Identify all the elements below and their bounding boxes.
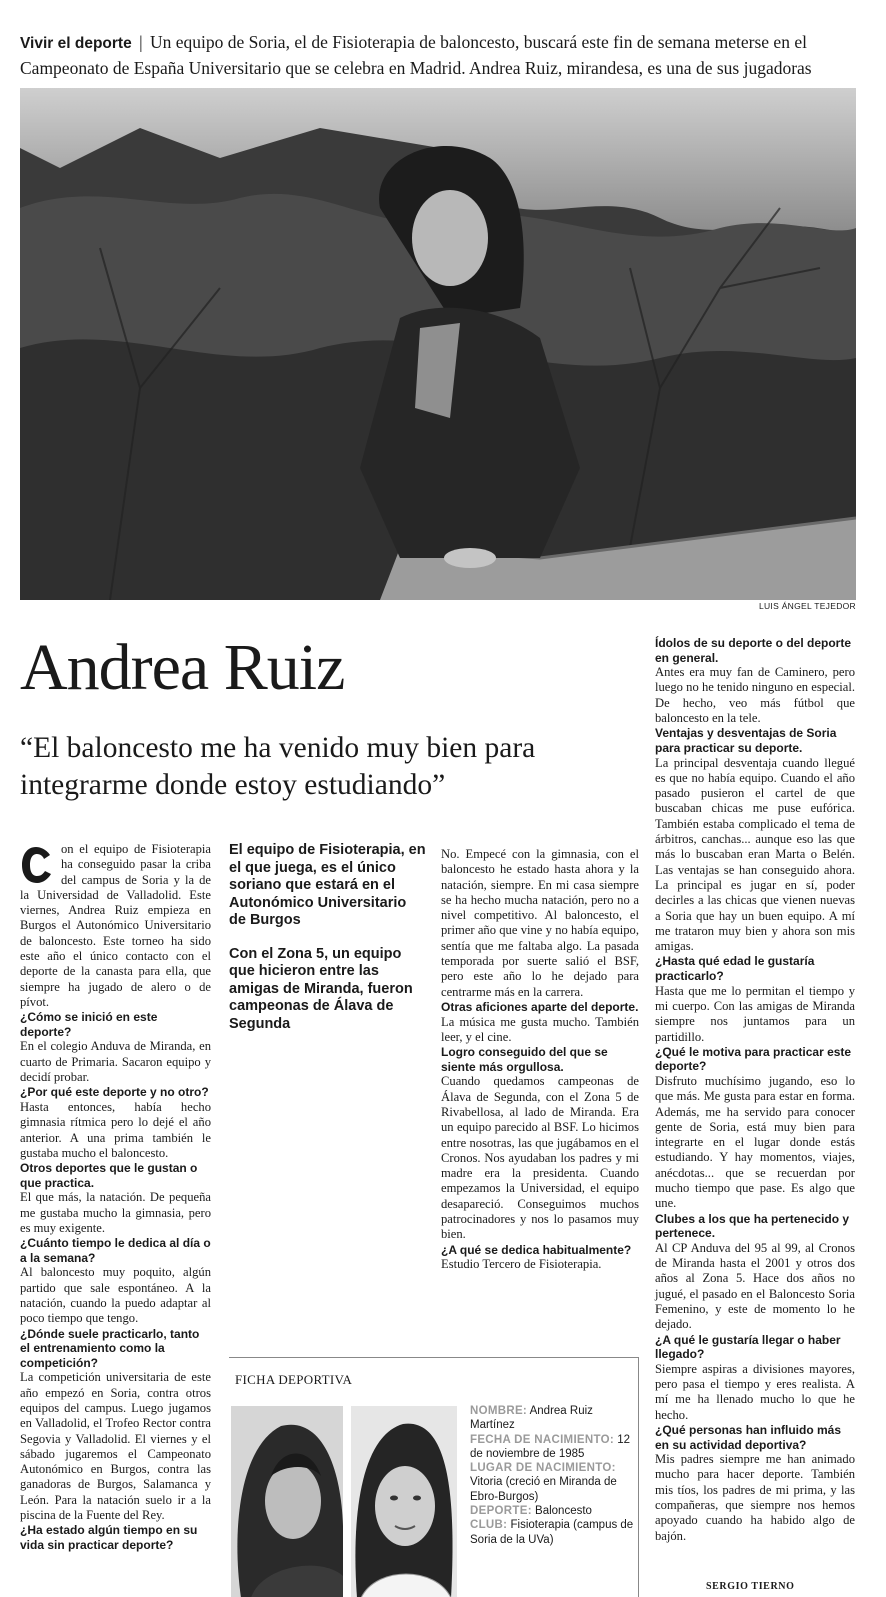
profile-birthplace-value: Vitoria (creció en Miranda de Ebro-Burgos) xyxy=(470,1476,617,1503)
article-lede xyxy=(20,30,870,80)
profile-sport-label: DEPORTE: xyxy=(470,1505,532,1518)
profile-name-value: Andrea Ruiz Martínez xyxy=(470,1405,593,1432)
profile-birthdate-value: 12 de noviembre de 1985 xyxy=(470,1433,630,1460)
photo-credit: LUIS ÁNGEL TEJEDOR xyxy=(758,601,856,611)
answer-2: Hasta entonces, había hecho gimnasia rítmica pero lo dejé el año anterior. A una prima también le gustaba mucho el baloncesto. xyxy=(20,1099,211,1160)
profile-club-label: CLUB: xyxy=(470,1519,508,1532)
answer-5: La competición universitaria de este año empezó en Soria, contra otros equipos del campus. Luego jugamos en Valladolid, el Trofeo Rector contra Segovia y Valladolid. El viernes y el sábado jugaremos el Campeonato Autonómico en Burgos, contra las ganadoras de Burgos, Salamanca y León. Para la natación suelo ir a la piscina de la Fuente del Rey. xyxy=(20,1370,211,1523)
answer-12: Hasta que me lo permitan el tiempo y mi cuerpo. Con las amigas de Miranda siempre nos juntamos para un partidillo. xyxy=(655,983,855,1044)
question-6: ¿Ha estado algún tiempo en su vida sin practicar deporte? xyxy=(20,1523,198,1552)
section-kicker: Vivir el deporte xyxy=(20,35,132,52)
answer-8: Cuando quedamos campeonas de Álava de Segunda, con el Zona 5 de Rivabellosa, al lado de Miranda. Era un equipo parecido al BSF. Lo hicimos entre nosotras, las que jugábamos en el Cronos. Nos ayudaban los padres y mi madre era la presidenta. Cuando empezamos la Universidad, el equipo desapareció. Conseguimos muchos patrocinadores y nos lo pasamos muy bien. xyxy=(441,1074,639,1242)
answer-13: Disfruto muchísimo jugando, eso lo que más. Me gusta para estar en forma. Además, me ha servido para conocer gente de Soria, está muy bien para integrarte en el lugar donde estás estudiando. Y hay momentos, viajes, anécdotas... que se recuerdan por mucho tiempo que pase. Es algo que une. xyxy=(655,1073,855,1211)
profile-birthplace-label: LUGAR DE NACIMIENTO: xyxy=(470,1462,616,1475)
drop-cap-c xyxy=(20,845,56,885)
answer-9: Estudio Tercero de Fisioterapia. xyxy=(441,1257,602,1272)
profile-sport-row xyxy=(470,1504,636,1518)
question-10: Ídolos de su deporte o del deporte en general. xyxy=(655,636,852,665)
highlights-column xyxy=(229,842,427,1049)
profile-photo-2 xyxy=(351,1406,457,1597)
answer-3: El que más, la natación. De pequeña me gustaba mucho la gimnasia, pero es muy exigente. xyxy=(20,1190,211,1235)
question-8: Logro conseguido del que se siente más orgullosa. xyxy=(441,1045,608,1074)
profile-name-label: NOMBRE: xyxy=(470,1405,528,1417)
sports-profile-box xyxy=(229,1357,639,1597)
profile-name-row xyxy=(470,1404,636,1433)
profile-birthdate-row xyxy=(470,1433,636,1462)
question-2: ¿Por qué este deporte y no otro? xyxy=(20,1085,209,1100)
pull-quote: “El baloncesto me ha venido muy bien para integrarme donde estoy estudiando” xyxy=(20,732,536,801)
byline: SERGIO TIERNO xyxy=(706,1581,795,1592)
question-13: ¿Qué le motiva para practicar este deporte? xyxy=(655,1044,852,1074)
question-3: Otros deportes que le gustan o que practica. xyxy=(20,1161,198,1190)
article-column-3 xyxy=(441,847,639,1273)
highlight-2: Con el Zona 5, un equipo que hicieron entre las amigas de Miranda, fueron campeonas de Álava de Segunda xyxy=(229,945,413,1032)
profile-photo-1 xyxy=(231,1406,343,1597)
sports-profile-title: FICHA DEPORTIVA xyxy=(235,1372,353,1387)
question-15: ¿A qué le gustaría llegar o haber llegado? xyxy=(655,1332,841,1362)
article-column-1 xyxy=(20,842,211,1553)
sports-profile-data xyxy=(470,1404,636,1547)
article-column-4 xyxy=(655,636,855,1544)
profile-sport-value: Baloncesto xyxy=(535,1505,592,1518)
answer-7: La música me gusta mucho. También leer, y el cine. xyxy=(441,1014,639,1044)
lede-text: Un equipo de Soria, el de Fisioterapia de baloncesto, buscará este fin de semana meterse en el Campeonato de España Universitario que se celebra en Madrid. Andrea Ruiz, mirandesa, es una de sus jugadoras xyxy=(20,32,812,78)
answer-15: Siempre aspiras a divisiones mayores, pero pasa el tiempo y eres realista. A mí me ha llenado mucho lo que he hecho. xyxy=(655,1361,855,1422)
question-14: Clubes a los que ha pertenecido y pertenece. xyxy=(655,1211,850,1241)
kicker-separator: | xyxy=(139,32,143,52)
answer-4: Al baloncesto muy poquito, algún partido que sale espontáneo. A la natación, cuando la puedo adaptar al poco tiempo que tengo. xyxy=(20,1265,211,1326)
answer-14: Al CP Anduva del 95 al 99, al Cronos de Miranda hasta el 2001 y otros dos años al Zona 5. Hace dos años no jugué, el pasado en el Baloncesto Soria Femenino, y este de momento lo he dejado. xyxy=(655,1240,855,1332)
answer-16: Mis padres siempre me han animado mucho para hacer deporte. También mis tíos, los padres de mi prima, y las compañeras, que siempre nos hemos apoyado cuando ha habido algo de bajón. xyxy=(655,1452,855,1543)
intro-paragraph: on el equipo de Fisioterapia ha conseguido pasar la criba del campus de Soria y la de la Universidad de Valladolid. Este viernes, Andrea Ruiz empieza en Burgos el Autonómico Universitario de baloncesto. Este torneo ha sido este año el único contacto con el deporte de la canasta para ella, que siempre ha jugado de alero o de pívot. xyxy=(20,842,211,1009)
question-7: Otras aficiones aparte del deporte. xyxy=(441,999,639,1014)
profile-birthdate-label: FECHA DE NACIMIENTO: xyxy=(470,1433,614,1446)
headline: Andrea Ruiz xyxy=(20,631,345,704)
question-16: ¿Qué personas han influido más en su actividad deportiva? xyxy=(655,1423,842,1452)
answer-11: La principal desventaja cuando llegué es que no había equipo. Cuando el año pasado pusieron el cartel de que buscaban chicas me puse eufórica. También estaba complicado el tema de árbitros, canchas... aunque eso las que más lo buscaban eran Marta o Belén. Las ventajas se han conseguido ahora. La principal es jugar en sí, poder decirles a las chicas que vienen nuevas a Soria que hay un buen equipo. A mí me trataron muy bien y ahora son mis amigas. xyxy=(655,755,855,954)
main-photo xyxy=(20,88,856,600)
question-1: ¿Cómo se inició en este deporte? xyxy=(20,1010,158,1039)
answer-6: No. Empecé con la gimnasia, con el baloncesto he estado hasta ahora y la natación, siempre. En mi casa siempre se ha hecho mucha natación, pero no a nivel competitivo. Al baloncesto, el primer año que vine y no había equipo, sentía que me faltaba algo. La pasada temporada por suerte salió el BSF, pero este año lo he dejado para centrarme más en la carrera. xyxy=(441,847,639,999)
question-4: ¿Cuánto tiempo le dedica al día o a la semana? xyxy=(20,1236,211,1265)
answer-10: Antes era muy fan de Caminero, pero luego no he tenido ninguno en especial. De hecho, veo más fútbol que baloncesto en la tele. xyxy=(655,665,855,726)
question-9: ¿A qué se dedica habitualmente? xyxy=(441,1242,632,1257)
profile-club-value: Fisioterapia (campus de Soria de la UVa) xyxy=(470,1519,634,1546)
question-5: ¿Dónde suele practicarlo, tanto el entrenamiento como la competición? xyxy=(20,1326,200,1370)
highlight-1: El equipo de Fisioterapia, en el que juega, es el único soriano que estará en el Autonómico Universitario de Burgos xyxy=(229,842,426,928)
profile-club-row xyxy=(470,1518,636,1547)
question-12: ¿Hasta qué edad le gustaría practicarlo? xyxy=(655,954,815,984)
profile-birthplace-row xyxy=(470,1461,636,1504)
question-11: Ventajas y desventajas de Soria para practicar su deporte. xyxy=(655,726,837,755)
answer-1: En el colegio Anduva de Miranda, en cuarto de Primaria. Sacaron equipo y decidí probar. xyxy=(20,1039,211,1085)
